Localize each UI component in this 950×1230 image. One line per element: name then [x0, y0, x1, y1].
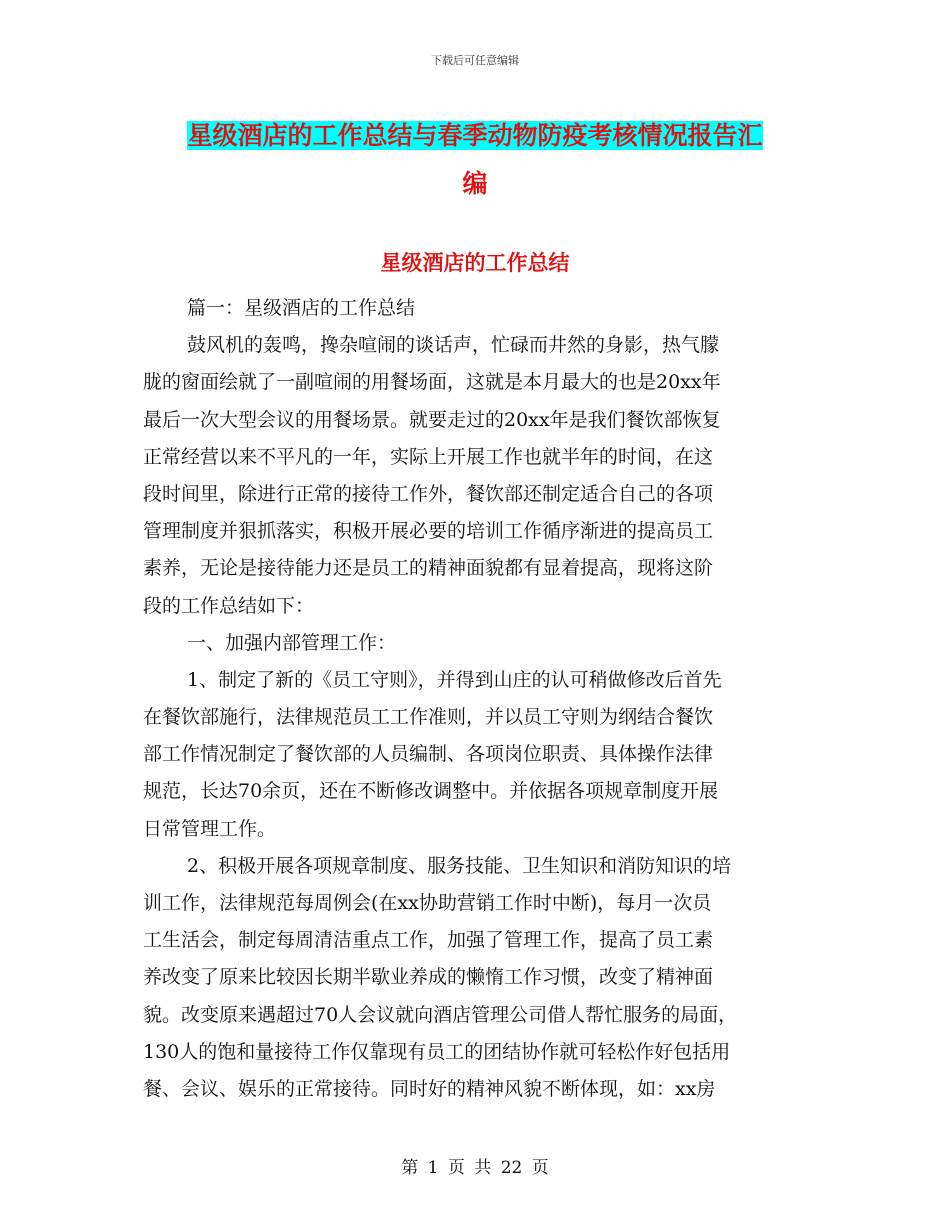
document-title: [140, 112, 810, 208]
body-text: [143, 290, 823, 1108]
text-line: 段时间里，除进行正常的接待工作外，餐饮部还制定适合自己的各项: [143, 482, 714, 505]
text-line: 素养，无论是接待能力还是员工的精神面貌都有显着提高，现将这阶: [143, 557, 714, 580]
text-line: 训工作，法律规范每周例会(在xx协助营销工作时中断)，每月一次员: [143, 892, 712, 914]
title-line-2: 编: [462, 169, 488, 198]
text-line: 部工作情况制定了餐饮部的人员编制、各项岗位职责、具体操作法律: [143, 743, 714, 766]
text-line: 正常经营以来不平凡的一年，实际上开展工作也就半年的时间，在这: [143, 445, 714, 468]
title-line-1: 星级酒店的工作总结与春季动物防疫考核情况报告汇: [187, 121, 763, 150]
text-line: 一、加强内部管理工作：: [187, 631, 397, 654]
header-note: 下载后可任意编辑: [431, 54, 519, 67]
text-line: 管理制度并狠抓落实，积极开展必要的培训工作循序渐进的提高员工: [143, 520, 714, 543]
text-line: 日常管理工作。: [143, 817, 277, 840]
text-line: 在餐饮部施行，法律规范员工工作准则，并以员工守则为纲结合餐饮: [143, 706, 714, 729]
text-line: 段的工作总结如下：: [143, 594, 315, 617]
text-line: 最后一次大型会议的用餐场景。就要走过的20xx年是我们餐饮部恢复: [143, 408, 721, 431]
text-line: 工生活会，制定每周清洁重点工作，加强了管理工作，提高了员工素: [143, 929, 714, 952]
text-line: 鼓风机的轰鸣，搀杂喧闹的谈话声，忙碌而井然的身影，热气朦: [187, 334, 720, 357]
text-line: 篇一：星级酒店的工作总结: [187, 297, 416, 319]
text-line: 130人的饱和量接待工作仅靠现有员工的团结协作就可轻松作好包括用: [143, 1040, 731, 1063]
text-line: 胧的窗面绘就了一副喧闹的用餐场面，这就是本月最大的也是20xx年: [143, 371, 721, 394]
text-line: 餐、会议、娱乐的正常接待。同时好的精神风貌不断体现，如：xx房: [143, 1077, 716, 1100]
text-line: 貌。改变原来遇超过70人会议就向酒店管理公司借人帮忙服务的局面，: [143, 1003, 738, 1026]
section-title: 星级酒店的工作总结: [380, 250, 570, 275]
text-line: 养改变了原来比较因长期半歇业养成的懒惰工作习惯，改变了精神面: [143, 966, 714, 989]
page-footer: 第 1 页 共 22 页: [401, 1158, 549, 1178]
text-line: 1、制定了新的《员工守则》，并得到山庄的认可稍做修改后首先: [187, 668, 722, 691]
text-line: 2、积极开展各项规章制度、服务技能、卫生知识和消防知识的培: [187, 854, 732, 877]
text-line: 规范，长达70余页，还在不断修改调整中。并依据各项规章制度开展: [143, 780, 719, 803]
